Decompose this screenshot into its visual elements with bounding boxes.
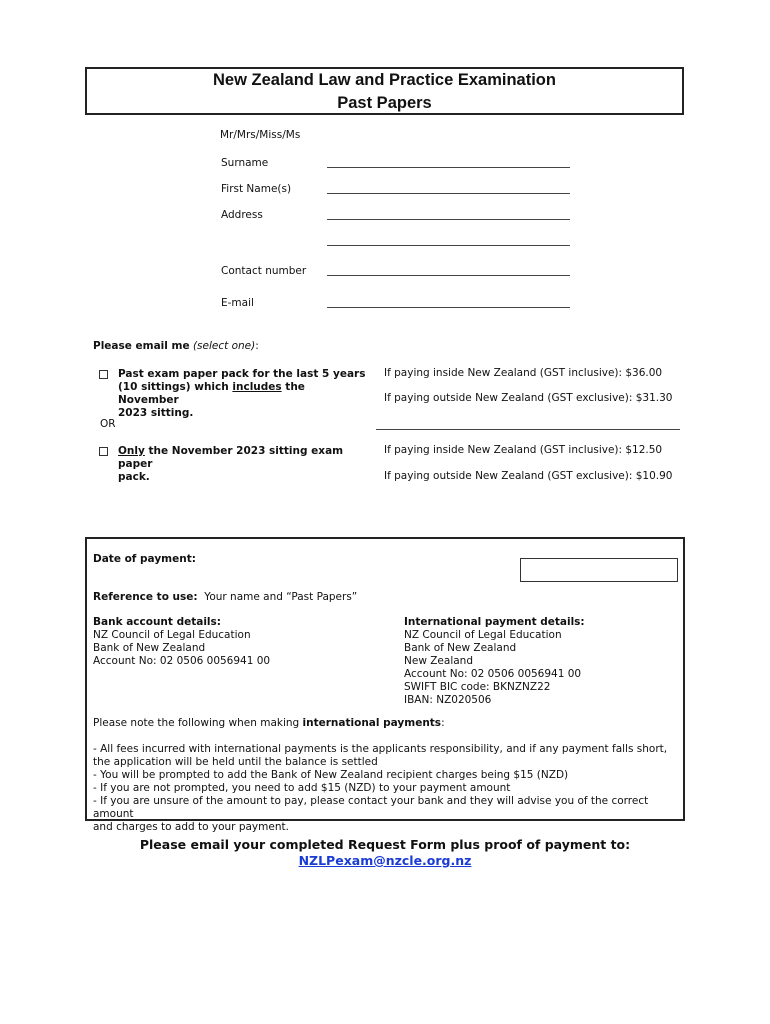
bank-line: NZ Council of Legal Education [93, 629, 251, 641]
option-2-line-2: pack. [118, 471, 150, 483]
first-name-field[interactable] [327, 193, 570, 194]
international-line: SWIFT BIC code: BKNZNZ22 [404, 681, 551, 693]
option-2-price-inside: If paying inside New Zealand (GST inclusive): $12.50 [384, 444, 663, 456]
contact-number-field[interactable] [327, 275, 570, 276]
note-line: - If you are not prompted, you need to add $15 (NZD) to your payment amount [93, 782, 511, 794]
or-label: OR [100, 418, 116, 430]
date-of-payment-label: Date of payment: [93, 553, 196, 565]
option-1-line-1: Past exam paper pack for the last 5 years [118, 368, 366, 380]
option-2-line-1b: the November 2023 sitting exam paper [118, 445, 344, 470]
title-box [85, 67, 684, 115]
option-1-price-inside: If paying inside New Zealand (GST inclusive): $36.00 [384, 367, 663, 379]
surname-field[interactable] [327, 167, 570, 168]
title-line-2: Past Papers [337, 94, 432, 112]
salutation-label: Mr/Mrs/Miss/Ms [220, 129, 301, 141]
international-note [93, 717, 445, 730]
footer-email-row [0, 853, 770, 868]
selection-prompt-bold: Please email me [93, 340, 190, 352]
email-label: E-mail [221, 297, 254, 309]
international-heading: International payment details: [404, 616, 585, 628]
international-line: NZ Council of Legal Education [404, 629, 562, 641]
option-1-label [118, 368, 368, 420]
option-1-price-outside: If paying outside New Zealand (GST exclusive): $31.30 [384, 392, 673, 404]
note-line: and charges to add to your payment. [93, 821, 289, 833]
note-prefix: Please note the following when making [93, 717, 303, 729]
international-details [404, 616, 585, 707]
note-line: - If you are unsure of the amount to pay, please contact your bank and they will advise you of the correct amount [93, 795, 649, 820]
address-field-line-2[interactable] [327, 245, 570, 246]
international-line: New Zealand [404, 655, 473, 667]
international-line: Account No: 02 0506 0056941 00 [404, 668, 582, 680]
note-bold: international payments [302, 717, 442, 729]
address-field-line-1[interactable] [327, 219, 570, 220]
option-1-line-2c: the November [118, 381, 305, 406]
contact-number-label: Contact number [221, 265, 307, 277]
selection-prompt-italic: (select one) [192, 340, 256, 352]
email-field[interactable] [327, 307, 570, 308]
option-1-line-2a: (10 sittings) which [118, 381, 233, 393]
option-2-only: Only [118, 445, 145, 457]
note-suffix: : [441, 717, 445, 729]
option-1-line-3: 2023 sitting. [118, 407, 194, 419]
option-1-line-2 [118, 381, 368, 407]
option-divider [376, 429, 680, 430]
footer-instruction: Please email your completed Request Form plus proof of payment to: [139, 837, 631, 852]
date-of-payment-field[interactable] [520, 558, 678, 582]
note-line: - All fees incurred with international payments is the applicants responsibility, and if any payment falls short, [93, 743, 668, 755]
note-line: - You will be prompted to add the Bank of New Zealand recipient charges being $15 (NZD) [93, 769, 569, 781]
reference-value: Your name and “Past Papers” [204, 591, 358, 603]
address-label: Address [221, 209, 263, 221]
option-1-includes: includes [232, 381, 282, 393]
bank-line: Bank of New Zealand [93, 642, 206, 654]
option-2-price-outside: If paying outside New Zealand (GST exclusive): $10.90 [384, 470, 673, 482]
option-1-checkbox[interactable] [99, 370, 108, 379]
reference-row [93, 591, 357, 604]
title-line-1: New Zealand Law and Practice Examination [213, 71, 556, 89]
selection-prompt-colon: : [255, 340, 259, 352]
bank-line: Account No: 02 0506 0056941 00 [93, 655, 271, 667]
reference-label: Reference to use: [93, 591, 198, 603]
bank-details [93, 616, 270, 668]
bank-heading: Bank account details: [93, 616, 221, 628]
option-2-label [118, 445, 368, 484]
note-line: the application will be held until the balance is settled [93, 756, 378, 768]
footer-email-link[interactable]: NZLPexam@nzcle.org.nz [298, 853, 472, 868]
selection-prompt [93, 340, 259, 353]
surname-label: Surname [221, 157, 269, 169]
international-line: IBAN: NZ020506 [404, 694, 492, 706]
option-2-line-1 [118, 445, 368, 471]
notes-list [93, 743, 683, 834]
first-name-label: First Name(s) [221, 183, 292, 195]
option-2-checkbox[interactable] [99, 447, 108, 456]
international-line: Bank of New Zealand [404, 642, 517, 654]
